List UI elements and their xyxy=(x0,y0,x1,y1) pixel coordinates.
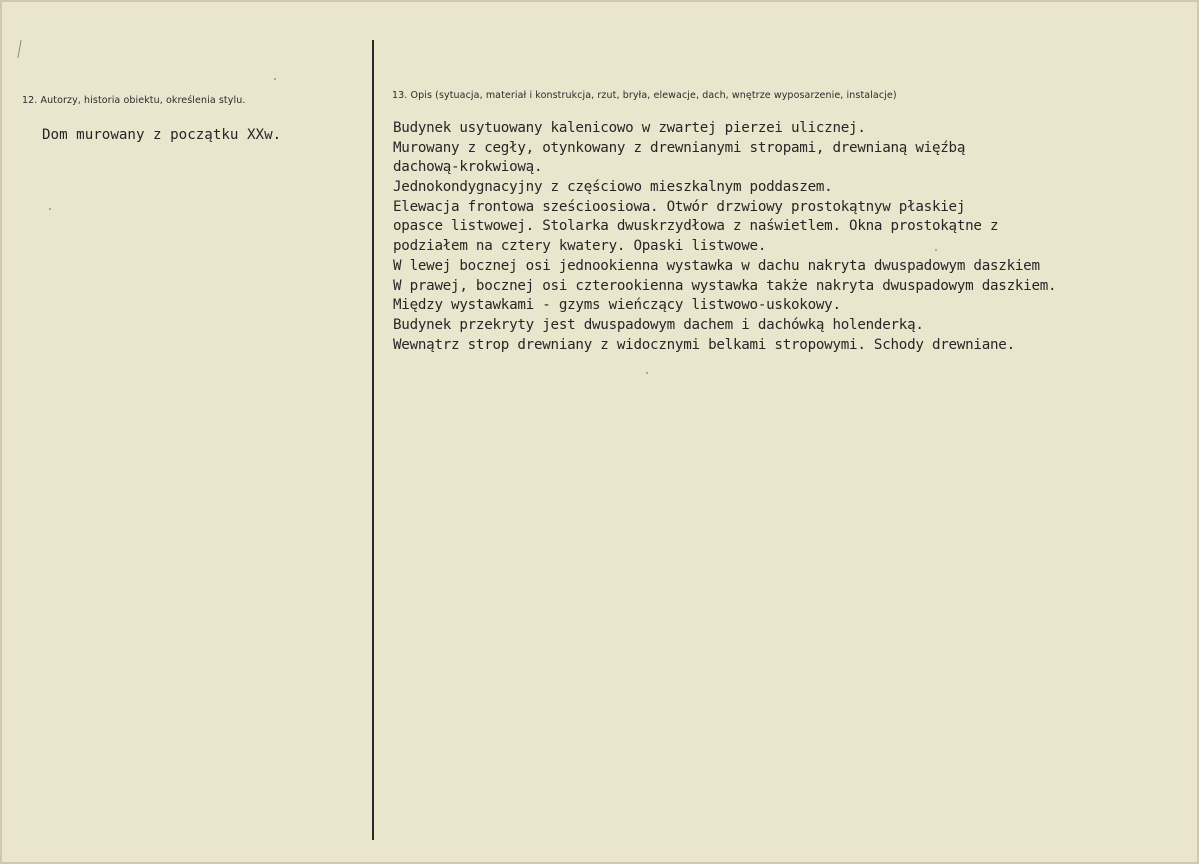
paper-speck xyxy=(646,372,648,374)
description-line: Wewnątrz strop drewniany z widocznymi belkami stropowymi. Schody drewniane. xyxy=(393,336,1015,353)
field-13-description xyxy=(393,119,1056,355)
field-13-label: 13. Opis (sytuacja, materiał i konstrukcja, rzut, bryła, elewacje, dach, wnętrze wyposarzenie, instalacje) xyxy=(392,90,897,101)
description-line: Między wystawkami - gzyms wieńczący listwowo-uskokowy. xyxy=(393,297,841,314)
description-line: Elewacja frontowa sześcioosiowa. Otwór drzwiowy prostokątnyw płaskiej xyxy=(393,198,966,215)
description-line: Budynek usytuowany kalenicowo w zwartej pierzei ulicznej. xyxy=(393,120,866,136)
field-12-label: 12. Autorzy, historia obiektu, określenia stylu. xyxy=(22,95,246,106)
column-divider xyxy=(372,40,374,840)
description-line: Murowany z cegły, otynkowany z drewnianymi stropami, drewnianą więźbą xyxy=(393,139,966,156)
paper-speck xyxy=(49,208,51,210)
description-line: W prawej, bocznej osi czterookienna wystawka także nakryta dwuspadowym daszkiem. xyxy=(393,277,1057,294)
paper-speck xyxy=(274,78,276,80)
description-line: dachową-krokwiową. xyxy=(393,159,543,176)
description-line: opasce listwowej. Stolarka dwuskrzydłowa z naświetlem. Okna prostokątne z xyxy=(393,218,999,235)
field-12-value: Dom murowany z początku XXw. xyxy=(42,127,282,143)
description-line: Jednokondygnacyjny z częściowo mieszkalnym poddaszem. xyxy=(393,179,833,196)
description-line: W lewej bocznej osi jednookienna wystawka w dachu nakryta dwuspadowym daszkiem xyxy=(393,257,1040,274)
description-line: podziałem na cztery kwatery. Opaski listwowe. xyxy=(393,238,767,255)
pencil-mark xyxy=(17,40,21,58)
description-line: Budynek przekryty jest dwuspadowym dachem i dachówką holenderką. xyxy=(393,316,924,333)
